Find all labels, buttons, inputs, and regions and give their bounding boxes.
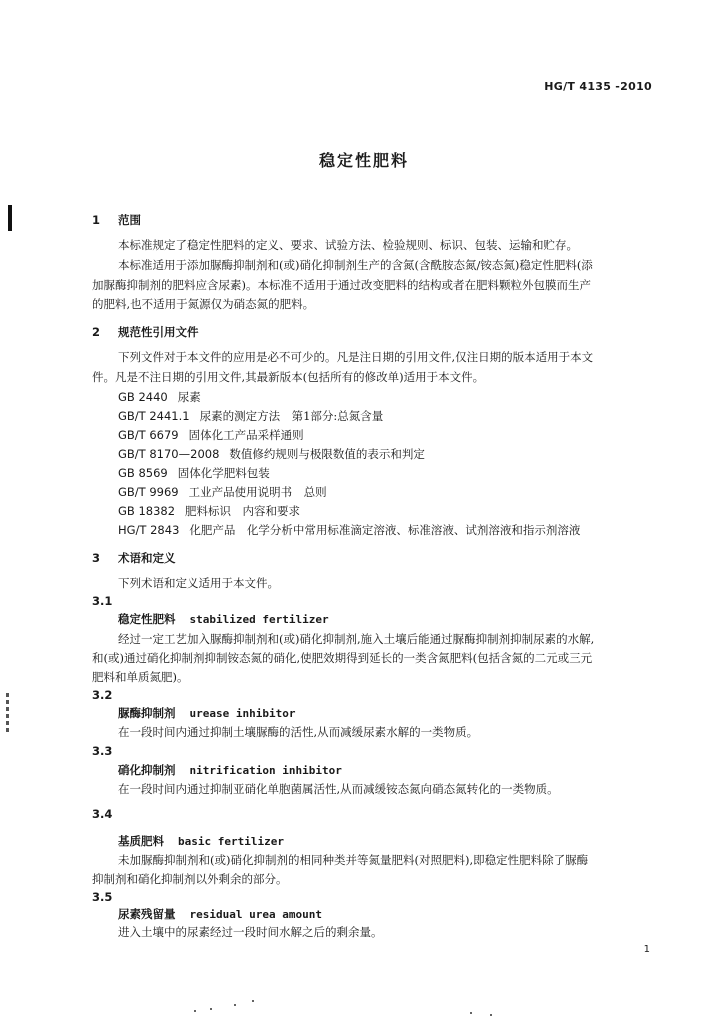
term-zh: 硝化抑制剂 xyxy=(118,763,176,777)
term-zh: 尿素残留量 xyxy=(118,907,176,921)
change-bar xyxy=(8,205,12,231)
reference-item xyxy=(118,409,383,423)
scan-specks xyxy=(190,990,520,1020)
section-title: 术语和定义 xyxy=(118,551,176,565)
definition-line: 和(或)通过硝化抑制剂抑制铵态氮的硝化,使肥效期得到延长的一类含氮肥料(包括含氮的二元或三元 xyxy=(92,651,593,665)
term-entry xyxy=(118,612,329,627)
paragraph-line: 下列术语和定义适用于本文件。 xyxy=(118,576,279,590)
section-3-heading xyxy=(92,551,176,565)
term-entry xyxy=(118,834,284,849)
paragraph-line: 件。凡是不注日期的引用文件,其最新版本(包括所有的修改单)适用于本文件。 xyxy=(92,370,485,384)
paragraph-line: 加脲酶抑制剂的肥料应含尿素)。本标准不适用于通过改变肥料的结构或者在肥料颗粒外包膜而生产 xyxy=(92,278,591,292)
reference-item xyxy=(118,485,327,499)
term-zh: 基质肥料 xyxy=(118,834,164,848)
scan-margin-marks xyxy=(4,690,12,750)
reference-item xyxy=(118,523,580,537)
reference-code: GB/T 2441.1 xyxy=(118,409,190,423)
reference-item xyxy=(118,428,304,442)
term-en: nitrification inhibitor xyxy=(189,764,342,777)
term-entry xyxy=(118,907,322,922)
definition-line: 在一段时间内通过抑制土壤脲酶的活性,从而减缓尿素水解的一类物质。 xyxy=(118,725,479,739)
reference-code: GB 2440 xyxy=(118,390,168,404)
section-title: 范围 xyxy=(118,213,141,227)
definition-line: 未加脲酶抑制剂和(或)硝化抑制剂的相同种类并等氮量肥料(对照肥料),即稳定性肥料除了脲酶 xyxy=(118,853,589,867)
reference-name: 肥料标识 内容和要求 xyxy=(185,504,301,518)
section-title: 规范性引用文件 xyxy=(118,325,199,339)
section-2-heading xyxy=(92,325,199,339)
reference-item xyxy=(118,466,270,480)
term-en: basic fertilizer xyxy=(178,835,284,848)
term-entry xyxy=(118,706,295,721)
reference-code: GB 8569 xyxy=(118,466,168,480)
reference-name: 尿素 xyxy=(177,390,201,404)
definition-line: 肥料和单质氮肥)。 xyxy=(92,670,189,684)
reference-name: 固体化学肥料包装 xyxy=(177,466,270,480)
standard-number: HG/T 4135 -2010 xyxy=(544,80,652,93)
term-number: 3.3 xyxy=(92,744,113,758)
section-number: 3 xyxy=(92,551,101,565)
reference-code: GB/T 6679 xyxy=(118,428,179,442)
paragraph-line: 本标准适用于添加脲酶抑制剂和(或)硝化抑制剂生产的含氮(含酰胺态氮/铵态氮)稳定性肥料(添 xyxy=(118,258,593,272)
reference-code: GB/T 8170—2008 xyxy=(118,447,220,461)
paragraph-line: 的肥料,也不适用于氮源仅为硝态氮的肥料。 xyxy=(92,297,315,311)
reference-item xyxy=(118,447,425,461)
section-number: 1 xyxy=(92,213,101,227)
term-number: 3.4 xyxy=(92,807,113,821)
term-en: stabilized fertilizer xyxy=(189,613,329,626)
paragraph-line: 下列文件对于本文件的应用是必不可少的。凡是注日期的引用文件,仅注日期的版本适用于本文 xyxy=(118,350,594,364)
reference-item xyxy=(118,390,201,404)
reference-code: HG/T 2843 xyxy=(118,523,180,537)
reference-name: 化肥产品 化学分析中常用标准滴定溶液、标准溶液、试剂溶液和指示剂溶液 xyxy=(189,523,581,537)
reference-code: GB/T 9969 xyxy=(118,485,179,499)
definition-line: 进入土壤中的尿素经过一段时间水解之后的剩余量。 xyxy=(118,925,383,939)
term-zh: 脲酶抑制剂 xyxy=(118,706,176,720)
reference-code: GB 18382 xyxy=(118,504,176,518)
definition-line: 在一段时间内通过抑制亚硝化单胞菌属活性,从而减缓铵态氮向硝态氮转化的一类物质。 xyxy=(118,782,559,796)
reference-name: 数值修约规则与极限数值的表示和判定 xyxy=(229,447,425,461)
reference-name: 工业产品使用说明书 总则 xyxy=(188,485,327,499)
page-number: 1 xyxy=(643,944,650,955)
reference-name: 固体化工产品采样通则 xyxy=(188,428,304,442)
definition-line: 抑制剂和硝化抑制剂以外剩余的部分。 xyxy=(92,872,288,886)
term-number: 3.1 xyxy=(92,594,113,608)
term-entry xyxy=(118,763,342,778)
paragraph-line: 本标准规定了稳定性肥料的定义、要求、试验方法、检验规则、标识、包装、运输和贮存。 xyxy=(118,238,578,252)
section-number: 2 xyxy=(92,325,101,339)
term-en: residual urea amount xyxy=(189,908,322,921)
term-number: 3.2 xyxy=(92,688,113,702)
reference-item xyxy=(118,504,300,518)
term-number: 3.5 xyxy=(92,890,113,904)
document-title: 稳定性肥料 xyxy=(318,151,409,170)
section-1-heading xyxy=(92,213,141,227)
reference-name: 尿素的测定方法 第1部分:总氮含量 xyxy=(199,409,384,423)
term-zh: 稳定性肥料 xyxy=(118,612,176,626)
term-en: urease inhibitor xyxy=(189,707,296,720)
definition-line: 经过一定工艺加入脲酶抑制剂和(或)硝化抑制剂,施入土壤后能通过脲酶抑制剂抑制尿素的水解, xyxy=(118,632,595,646)
